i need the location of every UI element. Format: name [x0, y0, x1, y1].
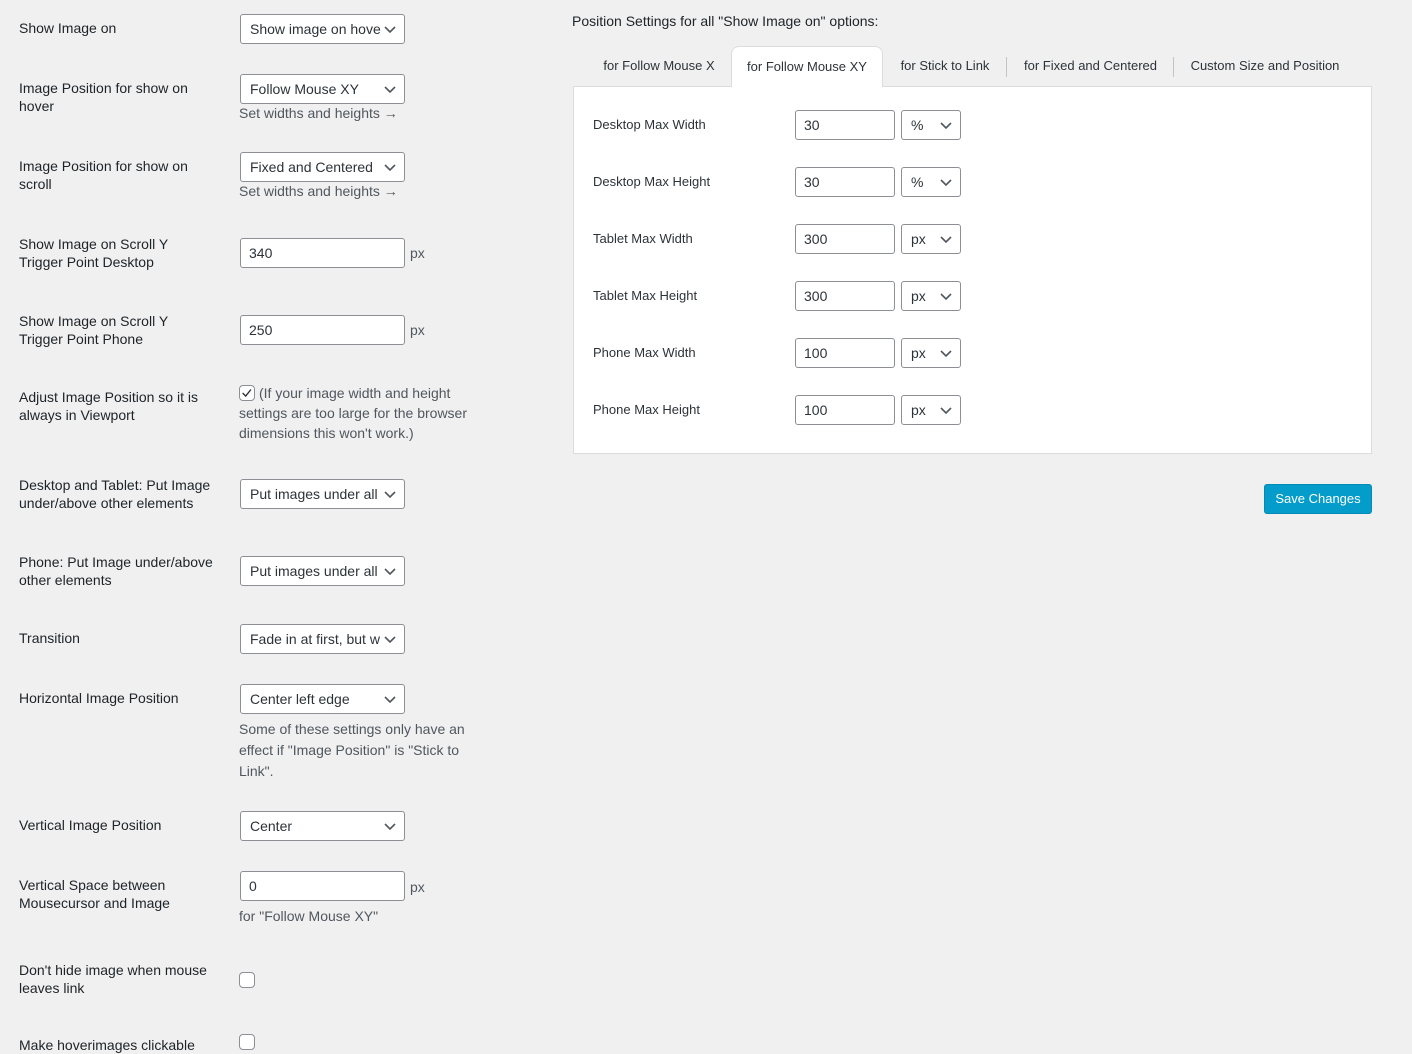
dont-hide-checkbox[interactable]: [239, 972, 255, 988]
desktop-layer-label: Desktop and Tablet: Put Image under/above other elements: [19, 477, 211, 511]
tab-follow-mouse-x[interactable]: for Follow Mouse X: [603, 58, 715, 73]
position-scroll-select[interactable]: [240, 152, 405, 182]
chevron-down-icon: [384, 821, 396, 831]
desktop-layer-value: Put images under all: [250, 486, 378, 502]
phone-layer-value: Put images under all: [250, 563, 378, 579]
chevron-down-icon: [384, 489, 396, 499]
tablet-max-width-label: Tablet Max Width: [593, 231, 693, 246]
tablet-max-height-unit-select[interactable]: [901, 281, 961, 311]
phone-max-width-unit-select[interactable]: [901, 338, 961, 368]
scroll-desktop-input[interactable]: 340: [240, 238, 405, 268]
position-scroll-label: Image Position for show on scroll: [19, 158, 188, 192]
tablet-max-height-label: Tablet Max Height: [593, 288, 698, 303]
transition-select[interactable]: [240, 624, 405, 654]
phone-max-height-label: Phone Max Height: [593, 402, 700, 417]
chevron-down-icon: [940, 177, 952, 187]
tab-follow-mouse-xy[interactable]: for Follow Mouse XY: [731, 46, 883, 87]
chevron-down-icon: [384, 566, 396, 576]
scroll-phone-input[interactable]: 250: [240, 315, 405, 345]
phone-layer-select[interactable]: [240, 556, 405, 586]
scroll-phone-unit: px: [410, 322, 425, 338]
vertical-space-description: for "Follow Mouse XY": [239, 908, 379, 924]
tab-separator: [1173, 57, 1174, 77]
scroll-desktop-label: Show Image on Scroll Y Trigger Point Desktop: [19, 236, 168, 270]
horizontal-position-select[interactable]: [240, 684, 405, 714]
phone-max-height-unit: px: [911, 402, 926, 418]
tablet-max-width-unit-select[interactable]: [901, 224, 961, 254]
phone-max-width-label: Phone Max Width: [593, 345, 696, 360]
desktop-max-width-label: Desktop Max Width: [593, 117, 706, 132]
position-hover-label: Image Position for show on hover: [19, 80, 188, 114]
phone-max-width-unit: px: [911, 345, 926, 361]
chevron-down-icon: [384, 162, 396, 172]
chevron-down-icon: [940, 120, 952, 130]
desktop-max-width-unit: %: [911, 117, 924, 133]
desktop-layer-select[interactable]: [240, 479, 405, 509]
position-hover-value: Follow Mouse XY: [250, 81, 359, 97]
chevron-down-icon: [384, 634, 396, 644]
position-settings-heading: Position Settings for all "Show Image on" options:: [572, 13, 879, 29]
vertical-space-label: Vertical Space between Mousecursor and Image: [19, 877, 170, 911]
phone-max-width-input[interactable]: 100: [795, 338, 895, 368]
horizontal-position-description: Some of these settings only have an effect if "Image Position" is "Stick to Link".: [239, 721, 465, 779]
save-changes-button[interactable]: Save Changes: [1264, 484, 1372, 514]
tab-separator: [1006, 57, 1007, 77]
vertical-position-select[interactable]: [240, 811, 405, 841]
horizontal-position-value: Center left edge: [250, 691, 350, 707]
clickable-checkbox[interactable]: [239, 1034, 255, 1050]
chevron-down-icon: [940, 348, 952, 358]
show-image-on-label: Show Image on: [19, 20, 117, 36]
dont-hide-label: Don't hide image when mouse leaves link: [19, 962, 207, 996]
transition-label: Transition: [19, 630, 80, 646]
vertical-position-value: Center: [250, 818, 293, 834]
horizontal-position-label: Horizontal Image Position: [19, 690, 179, 706]
chevron-down-icon: [384, 694, 396, 704]
show-image-on-select[interactable]: [240, 14, 405, 44]
show-image-on-value: Show image on hove: [250, 21, 381, 37]
adjust-viewport-description: (If your image width and height settings are too large for the browser dimensions this won't work.): [239, 385, 468, 441]
clickable-label: Make hoverimages clickable: [19, 1037, 195, 1053]
chevron-down-icon: [940, 405, 952, 415]
position-scroll-value: Fixed and Centered: [250, 159, 373, 175]
phone-max-height-unit-select[interactable]: [901, 395, 961, 425]
chevron-down-icon: [940, 234, 952, 244]
chevron-down-icon: [384, 84, 396, 94]
position-settings-panel: [573, 86, 1372, 454]
phone-layer-label: Phone: Put Image under/above other elements: [19, 554, 213, 588]
position-hover-select[interactable]: [240, 74, 405, 104]
tablet-max-height-input[interactable]: 300: [795, 281, 895, 311]
phone-max-height-input[interactable]: 100: [795, 395, 895, 425]
desktop-max-height-unit-select[interactable]: [901, 167, 961, 197]
vertical-position-label: Vertical Image Position: [19, 817, 162, 833]
set-widths-heights-link-hover[interactable]: Set widths and heights →: [239, 105, 398, 121]
transition-value: Fade in at first, but w: [250, 631, 380, 647]
tab-stick-to-link[interactable]: for Stick to Link: [900, 58, 990, 73]
adjust-viewport-label: Adjust Image Position so it is always in Viewport: [19, 389, 198, 423]
tablet-max-height-unit: px: [911, 288, 926, 304]
set-widths-heights-link-scroll[interactable]: Set widths and heights →: [239, 183, 398, 199]
scroll-desktop-unit: px: [410, 245, 425, 261]
vertical-space-input[interactable]: 0: [240, 871, 405, 901]
desktop-max-height-label: Desktop Max Height: [593, 174, 711, 189]
tablet-max-width-input[interactable]: 300: [795, 224, 895, 254]
desktop-max-width-input[interactable]: 30: [795, 110, 895, 140]
chevron-down-icon: [384, 24, 396, 34]
vertical-space-unit: px: [410, 879, 425, 895]
tablet-max-width-unit: px: [911, 231, 926, 247]
tab-custom-size-position[interactable]: Custom Size and Position: [1190, 58, 1340, 73]
tab-fixed-centered[interactable]: for Fixed and Centered: [1024, 58, 1157, 73]
desktop-max-height-unit: %: [911, 174, 924, 190]
scroll-phone-label: Show Image on Scroll Y Trigger Point Phone: [19, 313, 168, 347]
desktop-max-height-input[interactable]: 30: [795, 167, 895, 197]
chevron-down-icon: [940, 291, 952, 301]
desktop-max-width-unit-select[interactable]: [901, 110, 961, 140]
